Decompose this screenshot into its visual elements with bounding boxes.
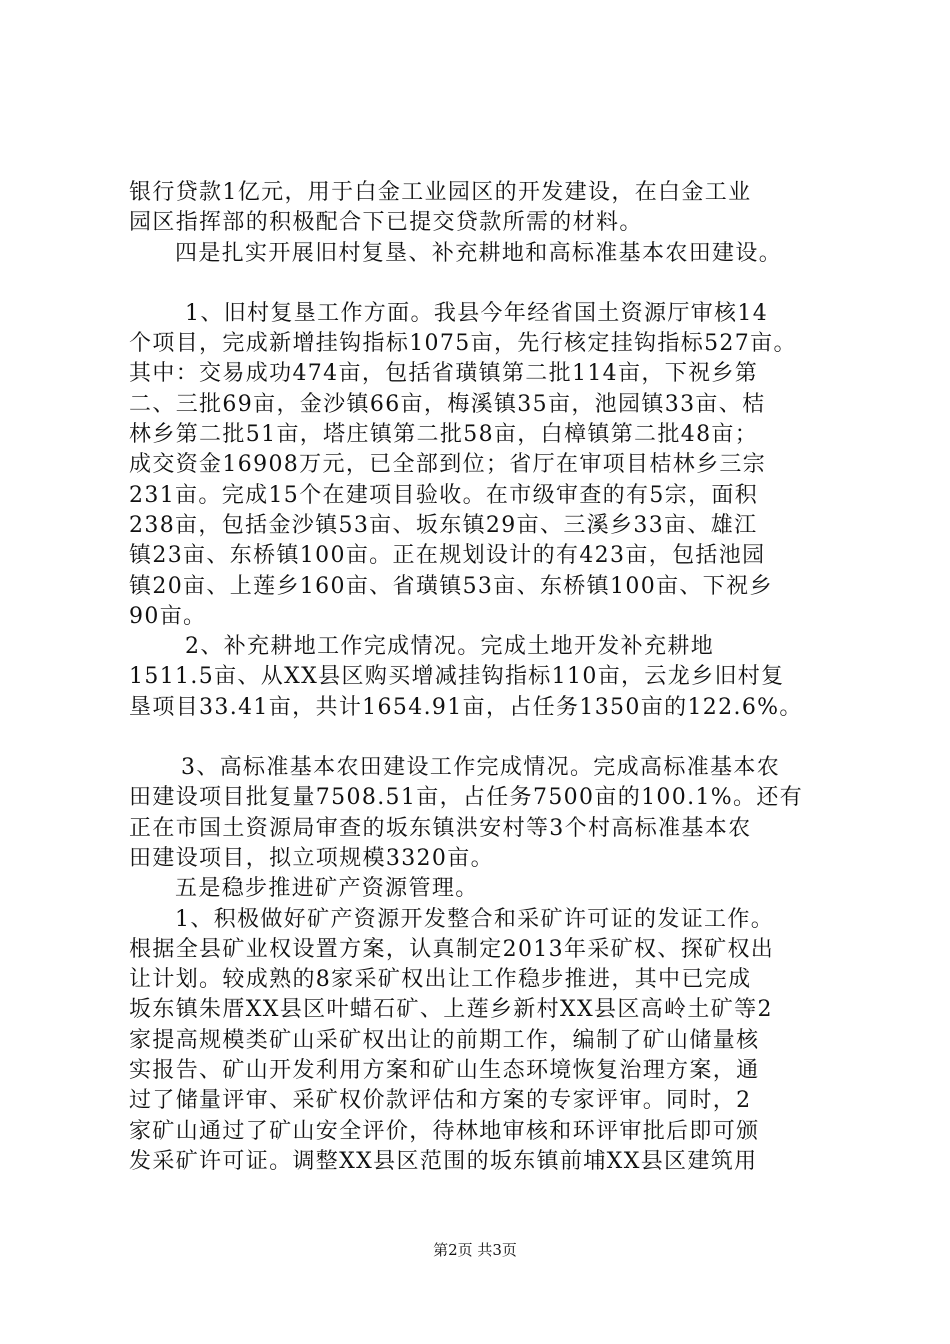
text-line: 发采矿许可证。调整XX县区范围的坂东镇前埔XX县区建筑用 xyxy=(129,1148,758,1174)
page-number-footer: 第2页 共3页 xyxy=(433,1241,517,1259)
text-line: 238亩，包括金沙镇53亩、坂东镇29亩、三溪乡33亩、雄江 xyxy=(129,512,758,538)
text-line: 实报告、矿山开发利用方案和矿山生态环境恢复治理方案，通 xyxy=(129,1058,760,1084)
text-line: 二、三批69亩，金沙镇66亩，梅溪镇35亩，池园镇33亩、桔 xyxy=(129,391,766,417)
text-line: 垦项目33.41亩，共计1654.91亩，占任务1350亩的122.6%。 xyxy=(129,694,803,720)
text-line: 让计划。较成熟的8家采矿权出让工作稳步推进，其中已完成 xyxy=(129,967,752,993)
text-line: 正在市国土资源局审查的坂东镇洪安村等3个村高标准基本农 xyxy=(129,815,752,841)
text-line: 1、旧村复垦工作方面。我县今年经省国土资源厅审核14 xyxy=(185,300,769,326)
paragraph-mineral-resources xyxy=(129,905,849,1178)
text-line: 田建设项目，拟立项规模3320亩。 xyxy=(129,845,494,871)
text-line: 家矿山通过了矿山安全评价，待林地审核和环评审批后即可颁 xyxy=(129,1118,760,1144)
text-line: 2、补充耕地工作完成情况。完成土地开发补充耕地 xyxy=(185,634,715,660)
paragraph-supplementary-farmland xyxy=(129,632,849,723)
text-line: 林乡第二批51亩，塔庄镇第二批58亩，白樟镇第二批48亩； xyxy=(129,422,759,448)
text-line: 园区指挥部的积极配合下已提交贷款所需的材料。 xyxy=(129,210,643,236)
text-line: 五是稳步推进矿产资源管理。 xyxy=(175,876,479,902)
text-line: 镇23亩、东桥镇100亩。正在规划设计的有423亩，包括池园 xyxy=(129,543,766,569)
text-line: 3、高标准基本农田建设工作完成情况。完成高标准基本农 xyxy=(181,755,781,781)
paragraph-village-reclamation xyxy=(129,299,849,632)
text-line: 田建设项目批复量7508.51亩，占任务7500亩的100.1%。还有 xyxy=(129,785,804,811)
text-line: 个项目，完成新增挂钩指标1075亩，先行核定挂钩指标527亩。 xyxy=(129,331,797,357)
text-line: 90亩。 xyxy=(129,603,207,629)
text-line: 银行贷款1亿元，用于白金工业园区的开发建设，在白金工业 xyxy=(129,180,752,205)
text-line: 1511.5亩、从XX县区购买增减挂钩指标110亩，云龙乡旧村复 xyxy=(129,664,785,690)
text-line: 四是扎实开展旧村复垦、补充耕地和高标准基本农田建设。 xyxy=(175,240,783,266)
text-line: 坂东镇朱厝XX县区叶蜡石矿、上莲乡新村XX县区高岭土矿等2 xyxy=(129,997,773,1023)
document-body xyxy=(129,178,849,1177)
text-line: 其中：交易成功474亩，包括省璜镇第二批114亩，下祝乡第 xyxy=(129,361,759,387)
paragraph-high-standard-farmland xyxy=(129,753,849,874)
text-line: 231亩。完成15个在建项目验收。在市级审查的有5宗，面积 xyxy=(129,482,759,508)
text-line: 成交资金16908万元，已全部到位；省厅在审项目桔林乡三宗 xyxy=(129,452,767,478)
text-line: 镇20亩、上莲乡160亩、省璜镇53亩、东桥镇100亩、下祝乡 xyxy=(129,573,773,599)
text-line: 1、积极做好矿产资源开发整合和采矿许可证的发证工作。 xyxy=(175,906,775,932)
text-line: 根据全县矿业权设置方案，认真制定2013年采矿权、探矿权出 xyxy=(129,936,775,962)
paragraph-loan xyxy=(129,178,849,239)
text-line: 家提高规模类矿山采矿权出让的前期工作，编制了矿山储量核 xyxy=(129,1027,760,1053)
text-line: 过了储量评审、采矿权价款评估和方案的专家评审。同时，2 xyxy=(129,1088,752,1114)
section-heading-four xyxy=(129,239,849,269)
section-heading-five xyxy=(129,874,849,904)
